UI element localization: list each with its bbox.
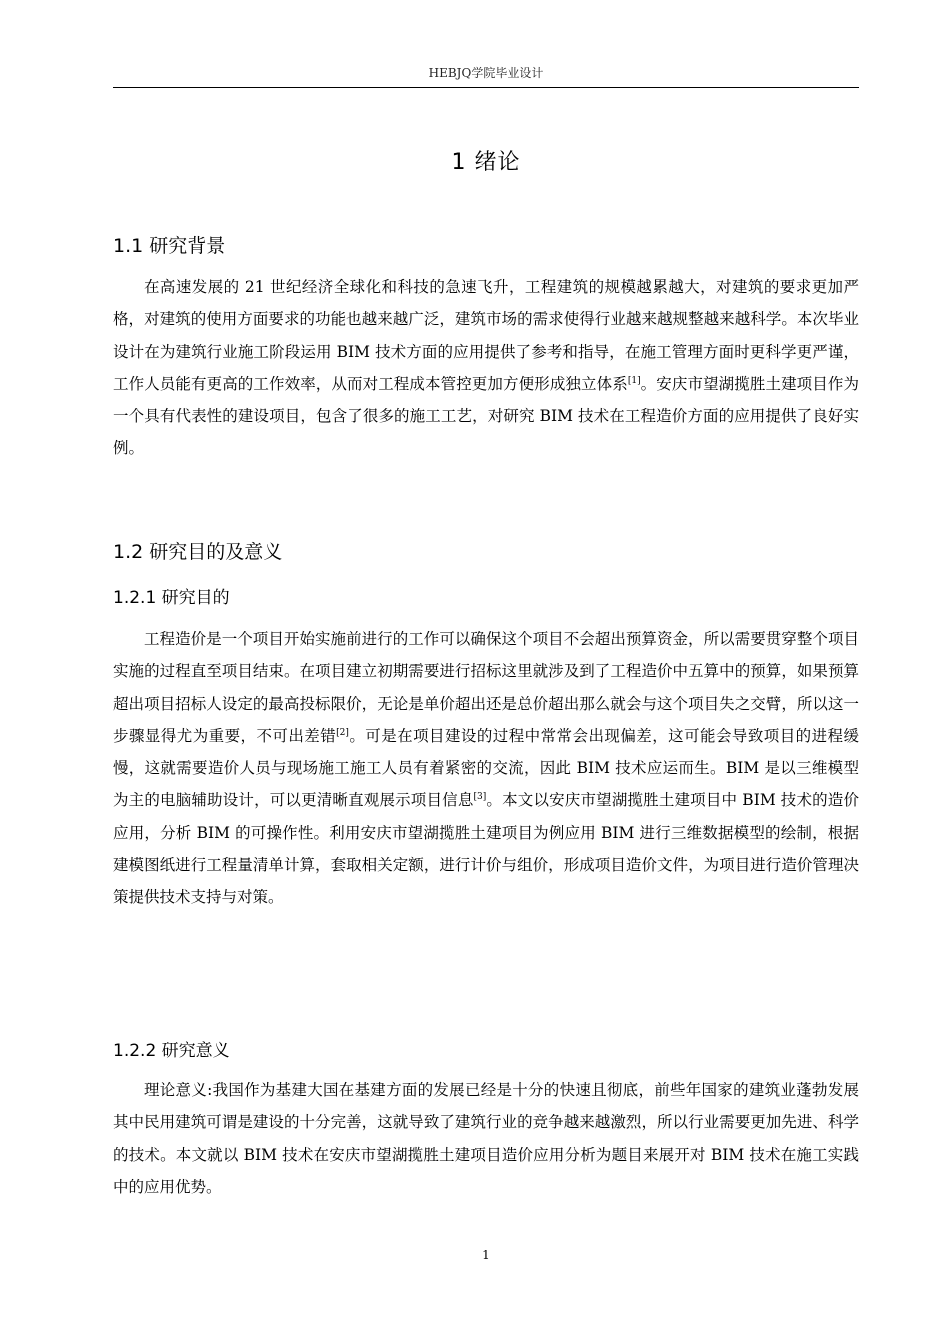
paragraph-text: 。本文以安庆市望湖揽胜土建项目中 BIM 技术的造价应用，分析 BIM 的可操作性。利用安庆市望湖揽胜土建项目为例应用 BIM 进行三维数据模型的绘制，根据建模图纸进行工程量清单计算，套取相关定额，进行计价与组价，形成项目造价文件，为项目进行造价管理决策提供技术支持与对策。 (113, 791, 859, 907)
section-heading-1-1: 1.1 研究背景 (113, 235, 226, 257)
paragraph-research-significance: 理论意义:我国作为基建大国在基建方面的发展已经是十分的快速且彻底，前些年国家的建筑业蓬勃发展其中民用建筑可谓是建设的十分完善，这就导致了建筑行业的竞争越来越激烈，所以行业需要更加先进、科学的技术。本文就以 BIM 技术在安庆市望湖揽胜土建项目造价应用分析为题目来展开对 BIM 技术在施工实践中的应用优势。 (113, 1081, 859, 1196)
subsection-heading-1-2-1: 1.2.1 研究目的 (113, 588, 230, 608)
header-rule (113, 87, 859, 88)
subsection-heading-1-2-2: 1.2.2 研究意义 (113, 1041, 230, 1061)
page-number: 1 (482, 1248, 490, 1262)
paragraph-research-purpose (113, 623, 859, 914)
paragraph-text: 。可是在项目建设的过程中常常会出现偏差，这可能会导致项目的进程缓慢，这就需要造价人员与现场施工施工人员有着紧密的交流，因此 BIM 技术应运而生。BIM 是以三维模型为主的电脑辅助设计，可以更清晰直观展示项目信息 (113, 726, 859, 810)
paragraph-research-background (113, 271, 859, 465)
running-header: HEBJQ学院毕业设计 (428, 66, 544, 80)
citation-ref: [1] (627, 375, 641, 386)
paragraph-text: 。安庆市望湖揽胜土建项目作为一个具有代表性的建设项目，包含了很多的施工工艺，对研究 BIM 技术在工程造价方面的应用提供了良好实例。 (113, 374, 859, 458)
chapter-title: 1 绪论 (451, 150, 521, 175)
citation-ref: [2] (336, 727, 349, 738)
paragraph-text: 在高速发展的 21 世纪经济全球化和科技的急速飞升，工程建筑的规模越累越大，对建筑的要求更加严格，对建筑的使用方面要求的功能也越来越广泛，建筑市场的需求使得行业越来越规整越来越科学。本次毕业设计在为建筑行业施工阶段运用 BIM 技术方面的应用提供了参考和指导，在施工管理方面时更科学更严谨，工作人员能有更高的工作效率，从而对工程成本管控更加方便形成独立体系 (113, 278, 859, 393)
section-heading-1-2: 1.2 研究目的及意义 (113, 541, 283, 563)
paragraph-text: 工程造价是一个项目开始实施前进行的工作可以确保这个项目不会超出预算资金，所以需要贯穿整个项目实施的过程直至项目结束。在项目建立初期需要进行招标这里就涉及到了工程造价中五算中的预算，如果预算超出项目招标人设定的最高投标限价，无论是单价超出还是总价超出那么就会与这个项目失之交臂，所以这一步骤显得尤为重要，不可出差错 (113, 630, 859, 745)
citation-ref: [3] (473, 792, 487, 803)
